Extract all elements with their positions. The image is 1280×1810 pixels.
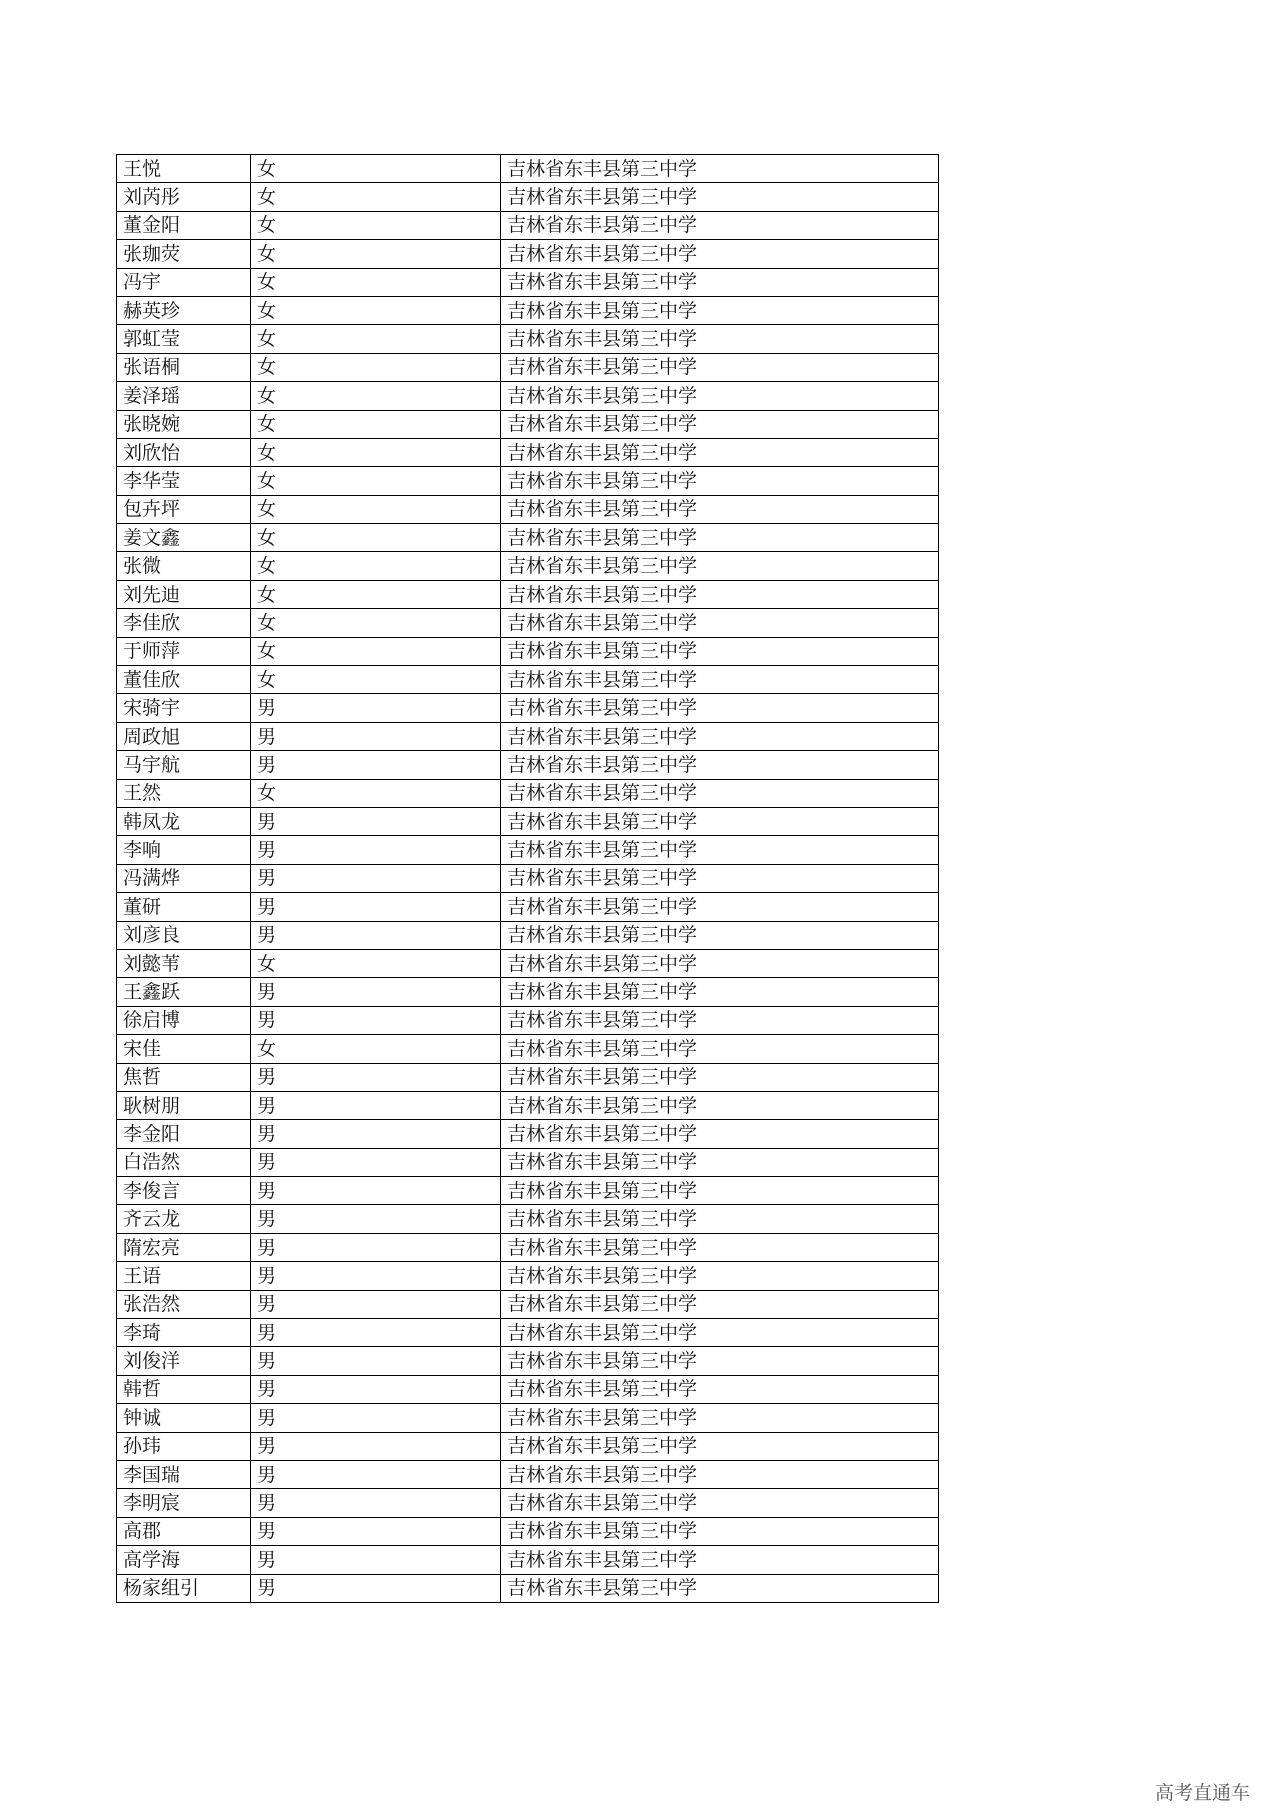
school-cell: 吉林省东丰县第三中学 — [501, 1347, 939, 1375]
gender-cell: 男 — [251, 1091, 501, 1119]
gender-cell: 女 — [251, 1035, 501, 1063]
table-row — [117, 1233, 939, 1261]
name-cell: 张晓婉 — [117, 410, 251, 438]
name-cell: 姜文鑫 — [117, 524, 251, 552]
name-cell: 钟诚 — [117, 1404, 251, 1432]
gender-cell: 女 — [251, 609, 501, 637]
name-cell: 徐启博 — [117, 1006, 251, 1034]
school-cell: 吉林省东丰县第三中学 — [501, 524, 939, 552]
gender-cell: 男 — [251, 1546, 501, 1574]
name-cell: 高郡 — [117, 1517, 251, 1545]
name-cell: 韩哲 — [117, 1375, 251, 1403]
table-row — [117, 1262, 939, 1290]
gender-cell: 男 — [251, 1319, 501, 1347]
gender-cell: 男 — [251, 1404, 501, 1432]
table-row — [117, 1177, 939, 1205]
table-row — [117, 410, 939, 438]
school-cell: 吉林省东丰县第三中学 — [501, 1006, 939, 1034]
name-cell: 刘懿苇 — [117, 949, 251, 977]
table-row — [117, 921, 939, 949]
school-cell: 吉林省东丰县第三中学 — [501, 467, 939, 495]
name-cell: 李金阳 — [117, 1120, 251, 1148]
name-cell: 赫英珍 — [117, 296, 251, 324]
table-row — [117, 807, 939, 835]
table-row — [117, 240, 939, 268]
gender-cell: 女 — [251, 382, 501, 410]
name-cell: 冯满烨 — [117, 864, 251, 892]
table-row — [117, 722, 939, 750]
gender-cell: 男 — [251, 1290, 501, 1318]
gender-cell: 男 — [251, 1432, 501, 1460]
name-cell: 张浩然 — [117, 1290, 251, 1318]
school-cell: 吉林省东丰县第三中学 — [501, 722, 939, 750]
gender-cell: 男 — [251, 1063, 501, 1091]
school-cell: 吉林省东丰县第三中学 — [501, 325, 939, 353]
name-cell: 郭虹莹 — [117, 325, 251, 353]
name-cell: 刘俊洋 — [117, 1347, 251, 1375]
school-cell: 吉林省东丰县第三中学 — [501, 1574, 939, 1602]
table-row — [117, 1063, 939, 1091]
gender-cell: 女 — [251, 949, 501, 977]
school-cell: 吉林省东丰县第三中学 — [501, 268, 939, 296]
gender-cell: 男 — [251, 1347, 501, 1375]
name-cell: 姜泽瑶 — [117, 382, 251, 410]
name-cell: 董研 — [117, 893, 251, 921]
table-row — [117, 609, 939, 637]
name-cell: 李琦 — [117, 1319, 251, 1347]
name-cell: 杨家组引 — [117, 1574, 251, 1602]
table-row — [117, 949, 939, 977]
table-row — [117, 1148, 939, 1176]
gender-cell: 男 — [251, 1517, 501, 1545]
gender-cell: 女 — [251, 580, 501, 608]
gender-cell: 女 — [251, 495, 501, 523]
table-row — [117, 1432, 939, 1460]
table-row — [117, 1120, 939, 1148]
school-cell: 吉林省东丰县第三中学 — [501, 410, 939, 438]
name-cell: 孙玮 — [117, 1432, 251, 1460]
table-row — [117, 438, 939, 466]
footer-brand-watermark: 高考直通车 — [1154, 1782, 1250, 1804]
school-cell: 吉林省东丰县第三中学 — [501, 609, 939, 637]
school-cell: 吉林省东丰县第三中学 — [501, 1035, 939, 1063]
school-cell: 吉林省东丰县第三中学 — [501, 155, 939, 183]
school-cell: 吉林省东丰县第三中学 — [501, 893, 939, 921]
school-cell: 吉林省东丰县第三中学 — [501, 694, 939, 722]
table-row — [117, 1460, 939, 1488]
student-roster-table — [116, 154, 939, 1603]
name-cell: 冯宇 — [117, 268, 251, 296]
school-cell: 吉林省东丰县第三中学 — [501, 1205, 939, 1233]
table-row — [117, 1205, 939, 1233]
gender-cell: 女 — [251, 524, 501, 552]
name-cell: 董佳欣 — [117, 666, 251, 694]
name-cell: 宋佳 — [117, 1035, 251, 1063]
name-cell: 李俊言 — [117, 1177, 251, 1205]
table-row — [117, 552, 939, 580]
table-row — [117, 666, 939, 694]
school-cell: 吉林省东丰县第三中学 — [501, 864, 939, 892]
school-cell: 吉林省东丰县第三中学 — [501, 1432, 939, 1460]
gender-cell: 男 — [251, 751, 501, 779]
school-cell: 吉林省东丰县第三中学 — [501, 637, 939, 665]
gender-cell: 女 — [251, 438, 501, 466]
school-cell: 吉林省东丰县第三中学 — [501, 921, 939, 949]
gender-cell: 女 — [251, 467, 501, 495]
table-row — [117, 1546, 939, 1574]
table-row — [117, 467, 939, 495]
name-cell: 齐云龙 — [117, 1205, 251, 1233]
table-row — [117, 1404, 939, 1432]
school-cell: 吉林省东丰县第三中学 — [501, 1148, 939, 1176]
name-cell: 隋宏亮 — [117, 1233, 251, 1261]
table-row — [117, 268, 939, 296]
name-cell: 周政旭 — [117, 722, 251, 750]
gender-cell: 女 — [251, 211, 501, 239]
gender-cell: 男 — [251, 1375, 501, 1403]
name-cell: 李佳欣 — [117, 609, 251, 637]
school-cell: 吉林省东丰县第三中学 — [501, 353, 939, 381]
table-row — [117, 211, 939, 239]
table-row — [117, 637, 939, 665]
table-row — [117, 580, 939, 608]
gender-cell: 男 — [251, 836, 501, 864]
school-cell: 吉林省东丰县第三中学 — [501, 1404, 939, 1432]
name-cell: 宋骑宇 — [117, 694, 251, 722]
school-cell: 吉林省东丰县第三中学 — [501, 580, 939, 608]
gender-cell: 男 — [251, 864, 501, 892]
gender-cell: 男 — [251, 807, 501, 835]
school-cell: 吉林省东丰县第三中学 — [501, 1375, 939, 1403]
name-cell: 韩凤龙 — [117, 807, 251, 835]
gender-cell: 男 — [251, 978, 501, 1006]
table-row — [117, 751, 939, 779]
school-cell: 吉林省东丰县第三中学 — [501, 836, 939, 864]
table-row — [117, 524, 939, 552]
school-cell: 吉林省东丰县第三中学 — [501, 1290, 939, 1318]
school-cell: 吉林省东丰县第三中学 — [501, 211, 939, 239]
table-row — [117, 296, 939, 324]
gender-cell: 男 — [251, 694, 501, 722]
name-cell: 张微 — [117, 552, 251, 580]
school-cell: 吉林省东丰县第三中学 — [501, 1460, 939, 1488]
gender-cell: 女 — [251, 268, 501, 296]
gender-cell: 女 — [251, 240, 501, 268]
table-row — [117, 1091, 939, 1119]
table-row — [117, 1574, 939, 1602]
name-cell: 刘芮彤 — [117, 183, 251, 211]
gender-cell: 女 — [251, 666, 501, 694]
school-cell: 吉林省东丰县第三中学 — [501, 1091, 939, 1119]
school-cell: 吉林省东丰县第三中学 — [501, 495, 939, 523]
name-cell: 王然 — [117, 779, 251, 807]
table-row — [117, 1319, 939, 1347]
school-cell: 吉林省东丰县第三中学 — [501, 1120, 939, 1148]
gender-cell: 女 — [251, 779, 501, 807]
table-row — [117, 694, 939, 722]
gender-cell: 女 — [251, 296, 501, 324]
name-cell: 张珈荧 — [117, 240, 251, 268]
gender-cell: 男 — [251, 921, 501, 949]
table-row — [117, 893, 939, 921]
table-row — [117, 325, 939, 353]
gender-cell: 女 — [251, 325, 501, 353]
table-row — [117, 1489, 939, 1517]
school-cell: 吉林省东丰县第三中学 — [501, 978, 939, 1006]
school-cell: 吉林省东丰县第三中学 — [501, 1319, 939, 1347]
gender-cell: 男 — [251, 1460, 501, 1488]
name-cell: 高学海 — [117, 1546, 251, 1574]
gender-cell: 女 — [251, 353, 501, 381]
table-row — [117, 1375, 939, 1403]
school-cell: 吉林省东丰县第三中学 — [501, 1233, 939, 1261]
table-row — [117, 836, 939, 864]
name-cell: 耿树朋 — [117, 1091, 251, 1119]
gender-cell: 男 — [251, 1120, 501, 1148]
gender-cell: 女 — [251, 552, 501, 580]
name-cell: 李明宸 — [117, 1489, 251, 1517]
name-cell: 刘先迪 — [117, 580, 251, 608]
table-row — [117, 1517, 939, 1545]
school-cell: 吉林省东丰县第三中学 — [501, 1262, 939, 1290]
school-cell: 吉林省东丰县第三中学 — [501, 779, 939, 807]
school-cell: 吉林省东丰县第三中学 — [501, 1517, 939, 1545]
gender-cell: 男 — [251, 893, 501, 921]
gender-cell: 男 — [251, 1006, 501, 1034]
school-cell: 吉林省东丰县第三中学 — [501, 666, 939, 694]
table-row — [117, 183, 939, 211]
name-cell: 王鑫跃 — [117, 978, 251, 1006]
name-cell: 马宇航 — [117, 751, 251, 779]
table-row — [117, 779, 939, 807]
gender-cell: 女 — [251, 410, 501, 438]
school-cell: 吉林省东丰县第三中学 — [501, 183, 939, 211]
gender-cell: 男 — [251, 722, 501, 750]
school-cell: 吉林省东丰县第三中学 — [501, 751, 939, 779]
school-cell: 吉林省东丰县第三中学 — [501, 1177, 939, 1205]
gender-cell: 男 — [251, 1262, 501, 1290]
school-cell: 吉林省东丰县第三中学 — [501, 382, 939, 410]
school-cell: 吉林省东丰县第三中学 — [501, 240, 939, 268]
gender-cell: 女 — [251, 155, 501, 183]
table-row — [117, 864, 939, 892]
table-row — [117, 495, 939, 523]
school-cell: 吉林省东丰县第三中学 — [501, 296, 939, 324]
table-row — [117, 1006, 939, 1034]
gender-cell: 男 — [251, 1148, 501, 1176]
gender-cell: 男 — [251, 1489, 501, 1517]
name-cell: 王悦 — [117, 155, 251, 183]
gender-cell: 女 — [251, 637, 501, 665]
gender-cell: 男 — [251, 1205, 501, 1233]
school-cell: 吉林省东丰县第三中学 — [501, 1546, 939, 1574]
name-cell: 刘彦良 — [117, 921, 251, 949]
name-cell: 刘欣怡 — [117, 438, 251, 466]
name-cell: 包卉坪 — [117, 495, 251, 523]
school-cell: 吉林省东丰县第三中学 — [501, 552, 939, 580]
school-cell: 吉林省东丰县第三中学 — [501, 949, 939, 977]
name-cell: 董金阳 — [117, 211, 251, 239]
school-cell: 吉林省东丰县第三中学 — [501, 807, 939, 835]
name-cell: 李响 — [117, 836, 251, 864]
gender-cell: 男 — [251, 1574, 501, 1602]
table-row — [117, 1347, 939, 1375]
name-cell: 焦哲 — [117, 1063, 251, 1091]
gender-cell: 男 — [251, 1233, 501, 1261]
table-row — [117, 978, 939, 1006]
name-cell: 于师萍 — [117, 637, 251, 665]
name-cell: 白浩然 — [117, 1148, 251, 1176]
name-cell: 李国瑞 — [117, 1460, 251, 1488]
gender-cell: 女 — [251, 183, 501, 211]
table-row — [117, 353, 939, 381]
table-row — [117, 1290, 939, 1318]
table-row — [117, 1035, 939, 1063]
gender-cell: 男 — [251, 1177, 501, 1205]
table-row — [117, 155, 939, 183]
table-row — [117, 382, 939, 410]
name-cell: 李华莹 — [117, 467, 251, 495]
name-cell: 王语 — [117, 1262, 251, 1290]
school-cell: 吉林省东丰县第三中学 — [501, 438, 939, 466]
school-cell: 吉林省东丰县第三中学 — [501, 1489, 939, 1517]
roster-body — [117, 155, 939, 1603]
name-cell: 张语桐 — [117, 353, 251, 381]
school-cell: 吉林省东丰县第三中学 — [501, 1063, 939, 1091]
